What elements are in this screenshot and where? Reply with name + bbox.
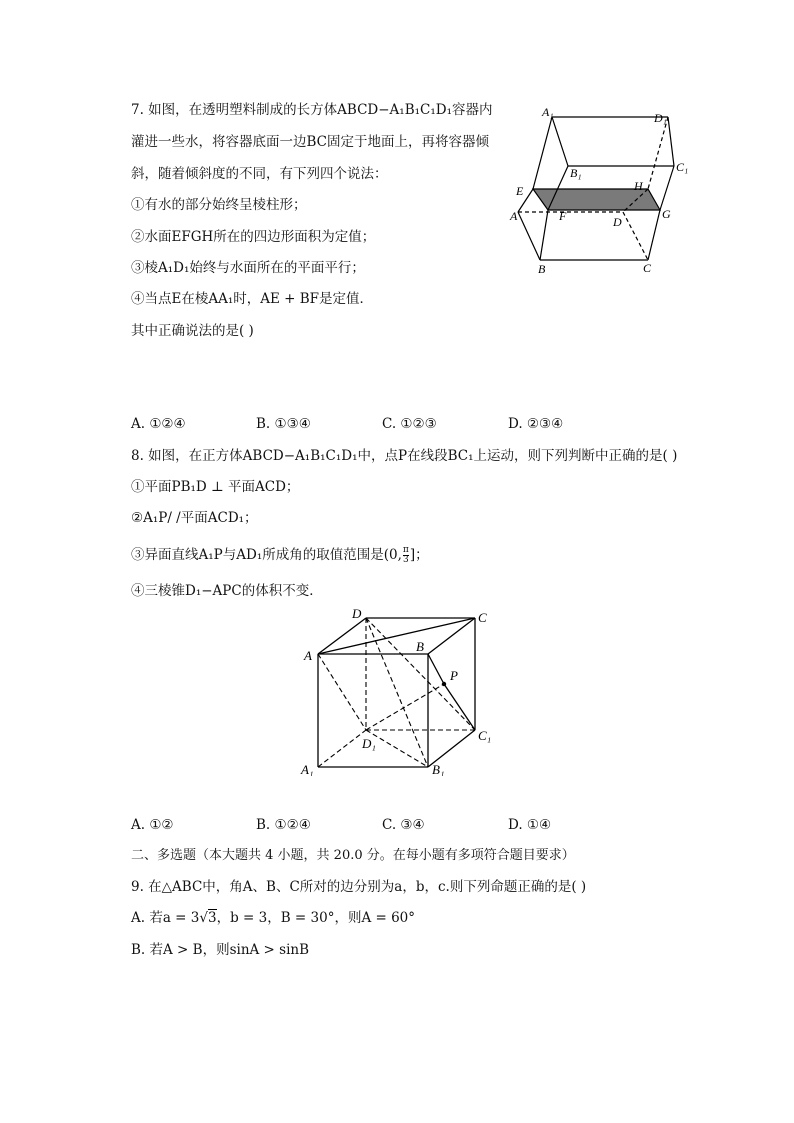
fraction-denominator: 3 [402,555,409,565]
q7-statement-3: ③棱A₁D₁始终与水面所在的平面平行； [131,260,365,276]
label-b1: B₁ [432,762,445,776]
q7-line-2: 灌进一些水，将容器底面一边BC固定于地面上，再将容器倾 [131,134,489,150]
label-d: D [613,215,622,229]
label-b: B [538,262,546,276]
q8-line-1: 8. 如图，在正方体ABCD−A₁B₁C₁D₁中，点P在线段BC₁上运动，则下列判断中正确的是( ) [131,448,678,464]
q7-line-3: 斜，随着倾斜度的不同，有下列四个说法： [131,166,388,182]
q7-option-a[interactable]: A. ①②④ [131,416,186,432]
q7-option-c[interactable]: C. ①②③ [382,416,437,432]
q8-statement-4: ④三棱锥D₁−APC的体积不变． [131,583,323,599]
label-a: A [510,209,518,223]
q7-option-d[interactable]: D. ②③④ [508,416,564,432]
sqrt-symbol: √ [199,910,208,926]
label-d1: D₁ [362,736,376,751]
q8-s3-text: ③异面直线A₁P与AD₁所成角的取值范围是(0, [131,547,402,563]
label-c1: C₁ [478,728,492,743]
q8-statement-2: ②A₁P/ /平面ACD₁； [131,510,258,526]
q7-figure [508,100,708,278]
label-d: D [352,606,362,621]
q8-s3-fraction [403,546,409,565]
q9-line-1: 9. 在△ABC中，角A、B、C所对的边分别为a，b，c.则下列命题正确的是( ) [131,879,587,895]
q9-option-b[interactable]: B. 若A > B，则sinA > sinB [131,942,310,958]
q8-option-a[interactable]: A. ①② [131,817,174,833]
point-p [442,682,446,686]
label-c: C [643,261,652,275]
label-d1: D₁ [654,111,667,125]
q9-a-post: ，b = 3，B = 30°，则A = 60° [216,910,416,926]
label-a1: A₁ [542,105,554,119]
label-b: B [416,639,424,654]
label-p: P [450,668,458,683]
label-f: F [559,209,567,223]
q7-line-1: 7. 如图，在透明塑料制成的长方体ABCD−A₁B₁C₁D₁容器内 [131,102,493,118]
q8-statement-3 [131,545,429,565]
label-g: G [662,207,671,221]
q8-option-b[interactable]: B. ①②④ [256,817,311,833]
fraction-numerator: π [402,545,409,555]
q7-option-b[interactable]: B. ①③④ [256,416,311,432]
label-c1: C₁ [676,160,689,174]
section-heading: 二、多选题（本大题共 4 小题，共 20.0 分。在每小题有多项符合题目要求） [131,848,575,863]
q8-option-c[interactable]: C. ③④ [382,817,425,833]
q7-stem: 其中正确说法的是( ) [131,323,254,339]
q9-a-radicand: 3 [207,910,217,926]
label-b1: B₁ [570,166,582,180]
label-c: C [478,610,487,625]
label-h: H [634,179,643,193]
label-a: A [304,648,312,663]
q9-a-pre: A. 若a = 3 [131,910,200,926]
q9-option-a[interactable] [131,908,415,928]
q7-statement-4: ④当点E在棱AA₁时，AE + BF是定值． [131,291,374,307]
q8-option-d[interactable]: D. ①④ [508,817,552,833]
label-a1: A₁ [301,762,314,776]
q8-statement-1: ①平面PB₁D ⊥ 平面ACD； [131,479,300,495]
q8-figure [298,604,498,776]
label-e: E [516,184,524,198]
q7-statement-2: ②水面EFGH所在的四边形面积为定值； [131,229,376,245]
q8-s3-end: ]； [409,547,429,563]
q7-statement-1: ①有水的部分始终呈棱柱形； [131,197,307,213]
